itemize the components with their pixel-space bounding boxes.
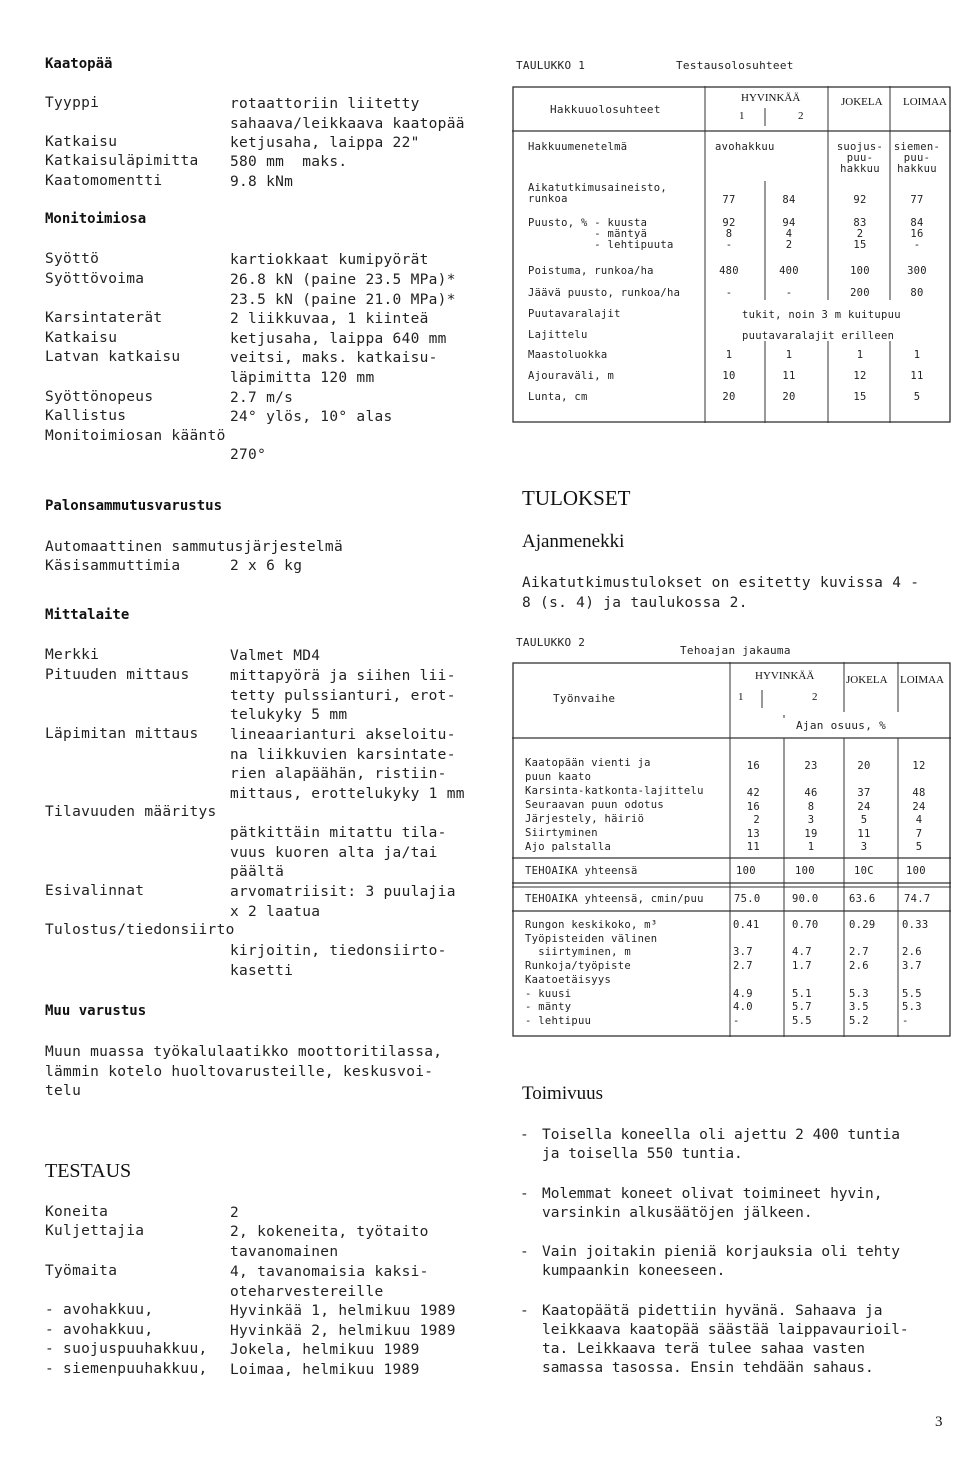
- table1-cell-c3: 200: [850, 287, 870, 299]
- monitoimiosa-value: 24° ylös, 10° alas: [230, 409, 393, 425]
- bullet-dash: -: [520, 1244, 529, 1260]
- table1-cell-c4: 5: [913, 391, 921, 403]
- monitoimiosa-label: Syöttönopeus: [45, 389, 154, 405]
- table1-hyvinkaa: HYVINKÄÄ: [741, 92, 801, 104]
- table1-row-label: Maastoluokka: [528, 349, 608, 361]
- table1-cell-c4: 77: [910, 194, 924, 206]
- table2-teho-c2: 100: [795, 865, 815, 877]
- table1-cell-c1: 480: [719, 265, 739, 277]
- table1-head-label: Hakkuuolosuhteet: [550, 103, 661, 116]
- table2-block1-col2: 23 46 8 3 19 1: [804, 760, 818, 853]
- table1-cell-c1: 10: [722, 370, 736, 382]
- heading-muu-varustus: Muu varustus: [45, 1003, 147, 1019]
- table1-caption-right: Testausolosuhteet: [676, 59, 794, 72]
- tulostus-label: Tulostus/tiedonsiirto: [45, 922, 235, 938]
- monitoimiosa-label: Katkaisu: [45, 330, 118, 346]
- table1-row-label: Poistuma, runkoa/ha: [528, 265, 654, 277]
- testaus-label: Kuljettajia: [45, 1223, 145, 1239]
- testaus-label: - avohakkuu,: [45, 1302, 154, 1318]
- monitoimiosa-value: veitsi, maks. katkaisu- läpimitta 120 mm: [230, 350, 438, 386]
- tilavuus-label: Tilavuuden määritys: [45, 804, 217, 820]
- table2-block2-col4: 0.33 2.6 3.7 5.5 5.3 -: [902, 919, 929, 1027]
- monitoimiosa-label: Syöttövoima: [45, 271, 145, 287]
- table2-caption-left: TAULUKKO 2: [516, 636, 586, 649]
- table1-caption-left: TAULUKKO 1: [516, 59, 586, 72]
- table2-block1-labels: Kaatopään vienti ja puun kaato Karsinta-katkonta-lajittelu Seuraavan puun odotus Järjestely, häiriö Siirtyminen Ajo palstalla: [525, 757, 704, 853]
- heading-testaus: TESTAUS: [45, 1160, 132, 1182]
- esivalinnat-label: Esivalinnat: [45, 883, 145, 899]
- kaatopaa-label: Katkaisu: [45, 134, 118, 150]
- table2-hyvinkaa: HYVINKÄÄ: [755, 670, 815, 682]
- table1-cell-c2: 20: [782, 391, 796, 403]
- table1-row-label: Aikatutkimusaineisto, runkoa: [528, 182, 668, 205]
- palo-value2: 2 x 6 kg: [230, 558, 303, 574]
- table1-cell-c1: 92 8 -: [722, 217, 736, 251]
- kaatopaa-label: Katkaisuläpimitta: [45, 153, 199, 169]
- table2-teho-c1: 100: [736, 865, 756, 877]
- table1-loimaa: LOIMAA: [903, 96, 947, 108]
- table2-teho-label: TEHOAIKA yhteensä: [525, 865, 638, 877]
- kaatopaa-value: rotaattoriin liitetty sahaava/leikkaava kaatopää: [230, 96, 465, 132]
- table1-hyv2: 2: [798, 110, 804, 122]
- tulostus-value: kirjoitin, tiedonsiirto- kasetti: [230, 943, 447, 979]
- table2-teho2-c4: 74.7: [904, 893, 931, 905]
- table1-cell-c2: 84: [782, 194, 796, 206]
- table2-teho-c3: 10C: [854, 865, 874, 877]
- kaanto-label: Monitoimiosan kääntö: [45, 428, 226, 444]
- table1-row-label: Puutavaralajit: [528, 308, 621, 320]
- table1-cell-c2: 94 4 2: [782, 217, 796, 251]
- table1-cell-c3: 83 2 15: [853, 217, 867, 251]
- table1-cell-c4: siemen- puu- hakkuu: [893, 141, 941, 175]
- heading-mittalaite: Mittalaite: [45, 607, 130, 623]
- monitoimiosa-value: 26.8 kN (paine 23.5 MPa)* 23.5 kN (paine 21.0 MPa)*: [230, 272, 456, 308]
- tilavuus-value: pätkittäin mitattu tila- vuus kuoren alta ja/tai päältä: [230, 825, 447, 880]
- table1-cell-c3: 100: [850, 265, 870, 277]
- table2-hyv1: 1: [738, 691, 744, 703]
- mittalaite-label: Pituuden mittaus: [45, 667, 190, 683]
- esivalinnat-value: arvomatriisit: 3 puulajia x 2 laatua: [230, 884, 456, 920]
- table2-hyv2: 2: [812, 691, 818, 703]
- testaus-label: Työmaita: [45, 1263, 118, 1279]
- table2-loimaa: LOIMAA: [900, 674, 944, 686]
- table1-cell-c2: 11: [782, 370, 796, 382]
- table1-cell-c2: 400: [779, 265, 799, 277]
- mittalaite-label: Merkki: [45, 647, 100, 663]
- palo-label2: Käsisammuttimia: [45, 558, 181, 574]
- kaanto-value: 270°: [230, 447, 267, 463]
- bullet-text: Kaatopäätä pidettiin hyvänä. Sahaava ja leikkaava kaatopää säästää laippavaurioil- ta. Leikkaava terä tulee sahaa vasten samassa tasossa. Ensin tehdään sahaus.: [542, 1303, 909, 1376]
- table2-block2-col3: 0.29 2.7 2.6 5.3 3.5 5.2: [849, 919, 876, 1027]
- monitoimiosa-label: Karsintaterät: [45, 310, 163, 326]
- table1-row-span: puutavaralajit erilleen: [742, 330, 895, 342]
- testaus-value: Jokela, helmikuu 1989: [230, 1342, 420, 1358]
- table2-teho-c4: 100: [906, 865, 926, 877]
- table1-hyv1: 1: [739, 110, 745, 122]
- table1-cell-c1: 20: [722, 391, 736, 403]
- table1-cell-c4: 84 16 -: [910, 217, 924, 251]
- table1-cell-c1: 1: [725, 349, 733, 361]
- bullet-text: Molemmat koneet olivat toimineet hyvin, varsinkin alkusäätöjen jälkeen.: [542, 1186, 883, 1221]
- table1-cell-c4: 1: [913, 349, 921, 361]
- heading-kaatopaa: Kaatopää: [45, 56, 113, 72]
- muu-text: Muun muassa työkalulaatikko moottoritilassa, lämmin kotelo huoltovarusteille, keskusvoi- telu: [45, 1044, 443, 1099]
- kaatopaa-label: Tyyppi: [45, 95, 100, 111]
- table2-block2-col1: 0.41 3.7 2.7 4.9 4.0 -: [733, 919, 760, 1027]
- kaatopaa-value: 9.8 kNm: [230, 174, 294, 190]
- heading-ajanmenekki: Ajanmenekki: [522, 531, 625, 552]
- table2-block2-labels: Rungon keskikoko, m³ Työpisteiden välinen siirtyminen, m Runkoja/työpiste Kaatoetäisyys - kuusi - mänty - lehtipuu: [525, 919, 658, 1027]
- page-number: 3: [935, 1414, 943, 1430]
- table1-cell-c2: -: [785, 287, 793, 299]
- mittalaite-value: Valmet MD4: [230, 648, 321, 664]
- table1-cell-c3: 1: [856, 349, 864, 361]
- testaus-value: 2: [230, 1205, 240, 1221]
- monitoimiosa-value: 2 liikkuvaa, 1 kiinteä: [230, 311, 429, 327]
- table1-cell-c2: 1: [785, 349, 793, 361]
- table1-cell-c1: 77: [722, 194, 736, 206]
- table1-row-label: Lunta, cm: [528, 391, 588, 403]
- kaatopaa-label: Kaatomomentti: [45, 173, 163, 189]
- toimivuus-bullet: [520, 1302, 932, 1382]
- table2-teho2-c2: 90.0: [792, 893, 819, 905]
- testaus-value: Loimaa, helmikuu 1989: [230, 1362, 420, 1378]
- table2-head-label: Työnvaihe: [553, 692, 616, 705]
- heading-toimivuus: Toimivuus: [522, 1083, 604, 1104]
- table1-row-label: Ajouraväli, m: [528, 370, 615, 382]
- table2-teho2-label: TEHOAIKA yhteensä, cmin/puu: [525, 893, 704, 905]
- monitoimiosa-label: Syöttö: [45, 251, 100, 267]
- monitoimiosa-value: ketjusaha, laippa 640 mm: [230, 331, 447, 347]
- palo-line1: Automaattinen sammutusjärjestelmä: [45, 539, 343, 555]
- table1-row-span: tukit, noin 3 m kuitupuu: [742, 309, 901, 321]
- table2-block1-col4: 12 48 24 4 7 5: [912, 760, 926, 853]
- table1-cell-c3: 12: [853, 370, 867, 382]
- table1-cell-c3: 92: [853, 194, 867, 206]
- monitoimiosa-label: Latvan katkaisu: [45, 349, 181, 365]
- table1-cell-c3: 15: [853, 391, 867, 403]
- monitoimiosa-value: kartiokkaat kumipyörät: [230, 252, 429, 268]
- table1-row-label: Lajittelu: [528, 329, 588, 341]
- table1-row-label: Jäävä puusto, runkoa/ha: [528, 287, 681, 299]
- table2-teho2-c3: 63.6: [849, 893, 876, 905]
- table1-row-label: Puusto, % - kuusta - mäntyä - lehtipuuta: [528, 217, 674, 251]
- table1-row-label: Hakkuumenetelmä: [528, 141, 628, 153]
- kaatopaa-value: 580 mm maks.: [230, 154, 348, 170]
- table2-subhead: Ajan osuus, %: [796, 719, 886, 732]
- heading-palonsammutus: Palonsammutusvarustus: [45, 498, 223, 514]
- testaus-value: Hyvinkää 2, helmikuu 1989: [230, 1323, 456, 1339]
- mittalaite-label: Läpimitan mittaus: [45, 726, 199, 742]
- testaus-label: - siemenpuuhakkuu,: [45, 1361, 208, 1377]
- testaus-value: 2, kokeneita, työtaito tavanomainen: [230, 1224, 429, 1260]
- bullet-dash: -: [520, 1127, 529, 1143]
- table1-cell-c3: suojus- puu- hakkuu: [836, 141, 884, 175]
- ajan-text: Aikatutkimustulokset on esitetty kuvissa 4 - 8 (s. 4) ja taulukossa 2.: [522, 575, 920, 611]
- testaus-value: Hyvinkää 1, helmikuu 1989: [230, 1303, 456, 1319]
- bullet-dash: -: [520, 1303, 529, 1319]
- heading-monitoimiosa: Monitoimiosa: [45, 211, 147, 227]
- table2-block1-col3: 20 37 24 5 11 3: [857, 760, 871, 853]
- mittalaite-value: mittapyörä ja siihen lii- tetty pulssianturi, erot- telukyky 5 mm: [230, 668, 456, 723]
- monitoimiosa-label: Kallistus: [45, 408, 127, 424]
- testaus-value: 4, tavanomaisia kaksi- oteharvestereille: [230, 1264, 429, 1300]
- table2-block1-col1: 16 42 16 2 13 11: [746, 760, 760, 853]
- table1-cell-c4: 11: [910, 370, 924, 382]
- table1-cell-c1: -: [725, 287, 733, 299]
- testaus-label: - suojuspuuhakkuu,: [45, 1341, 208, 1357]
- table1-cell-c4: 300: [907, 265, 927, 277]
- monitoimiosa-value: 2.7 m/s: [230, 390, 294, 406]
- heading-tulokset: TULOKSET: [522, 486, 631, 510]
- table1-cell-c4: 80: [910, 287, 924, 299]
- kaatopaa-value: ketjusaha, laippa 22": [230, 135, 420, 151]
- table2-jokela: JOKELA: [846, 674, 888, 686]
- testaus-label: - avohakkuu,: [45, 1322, 154, 1338]
- table1-jokela: JOKELA: [841, 96, 883, 108]
- mittalaite-value: lineaarianturi akseloitu- na liikkuvien karsintate- rien alapäähän, ristiin- mittaus, erottelukyky 1 mm: [230, 727, 465, 802]
- table1-cell-c1: avohakkuu: [715, 141, 775, 153]
- bullet-dash: -: [520, 1186, 529, 1202]
- table2-block2-col2: 0.70 4.7 1.7 5.1 5.7 5.5: [792, 919, 819, 1027]
- bullet-text: Vain joitakin pieniä korjauksia oli tehty kumpaankin koneeseen.: [542, 1244, 900, 1279]
- table2-teho2-c1: 75.0: [734, 893, 761, 905]
- bullet-text: Toisella koneella oli ajettu 2 400 tuntia ja toisella 550 tuntia.: [542, 1127, 900, 1162]
- table2-caption-right: Tehoajan jakauma: [680, 644, 791, 657]
- testaus-label: Koneita: [45, 1204, 109, 1220]
